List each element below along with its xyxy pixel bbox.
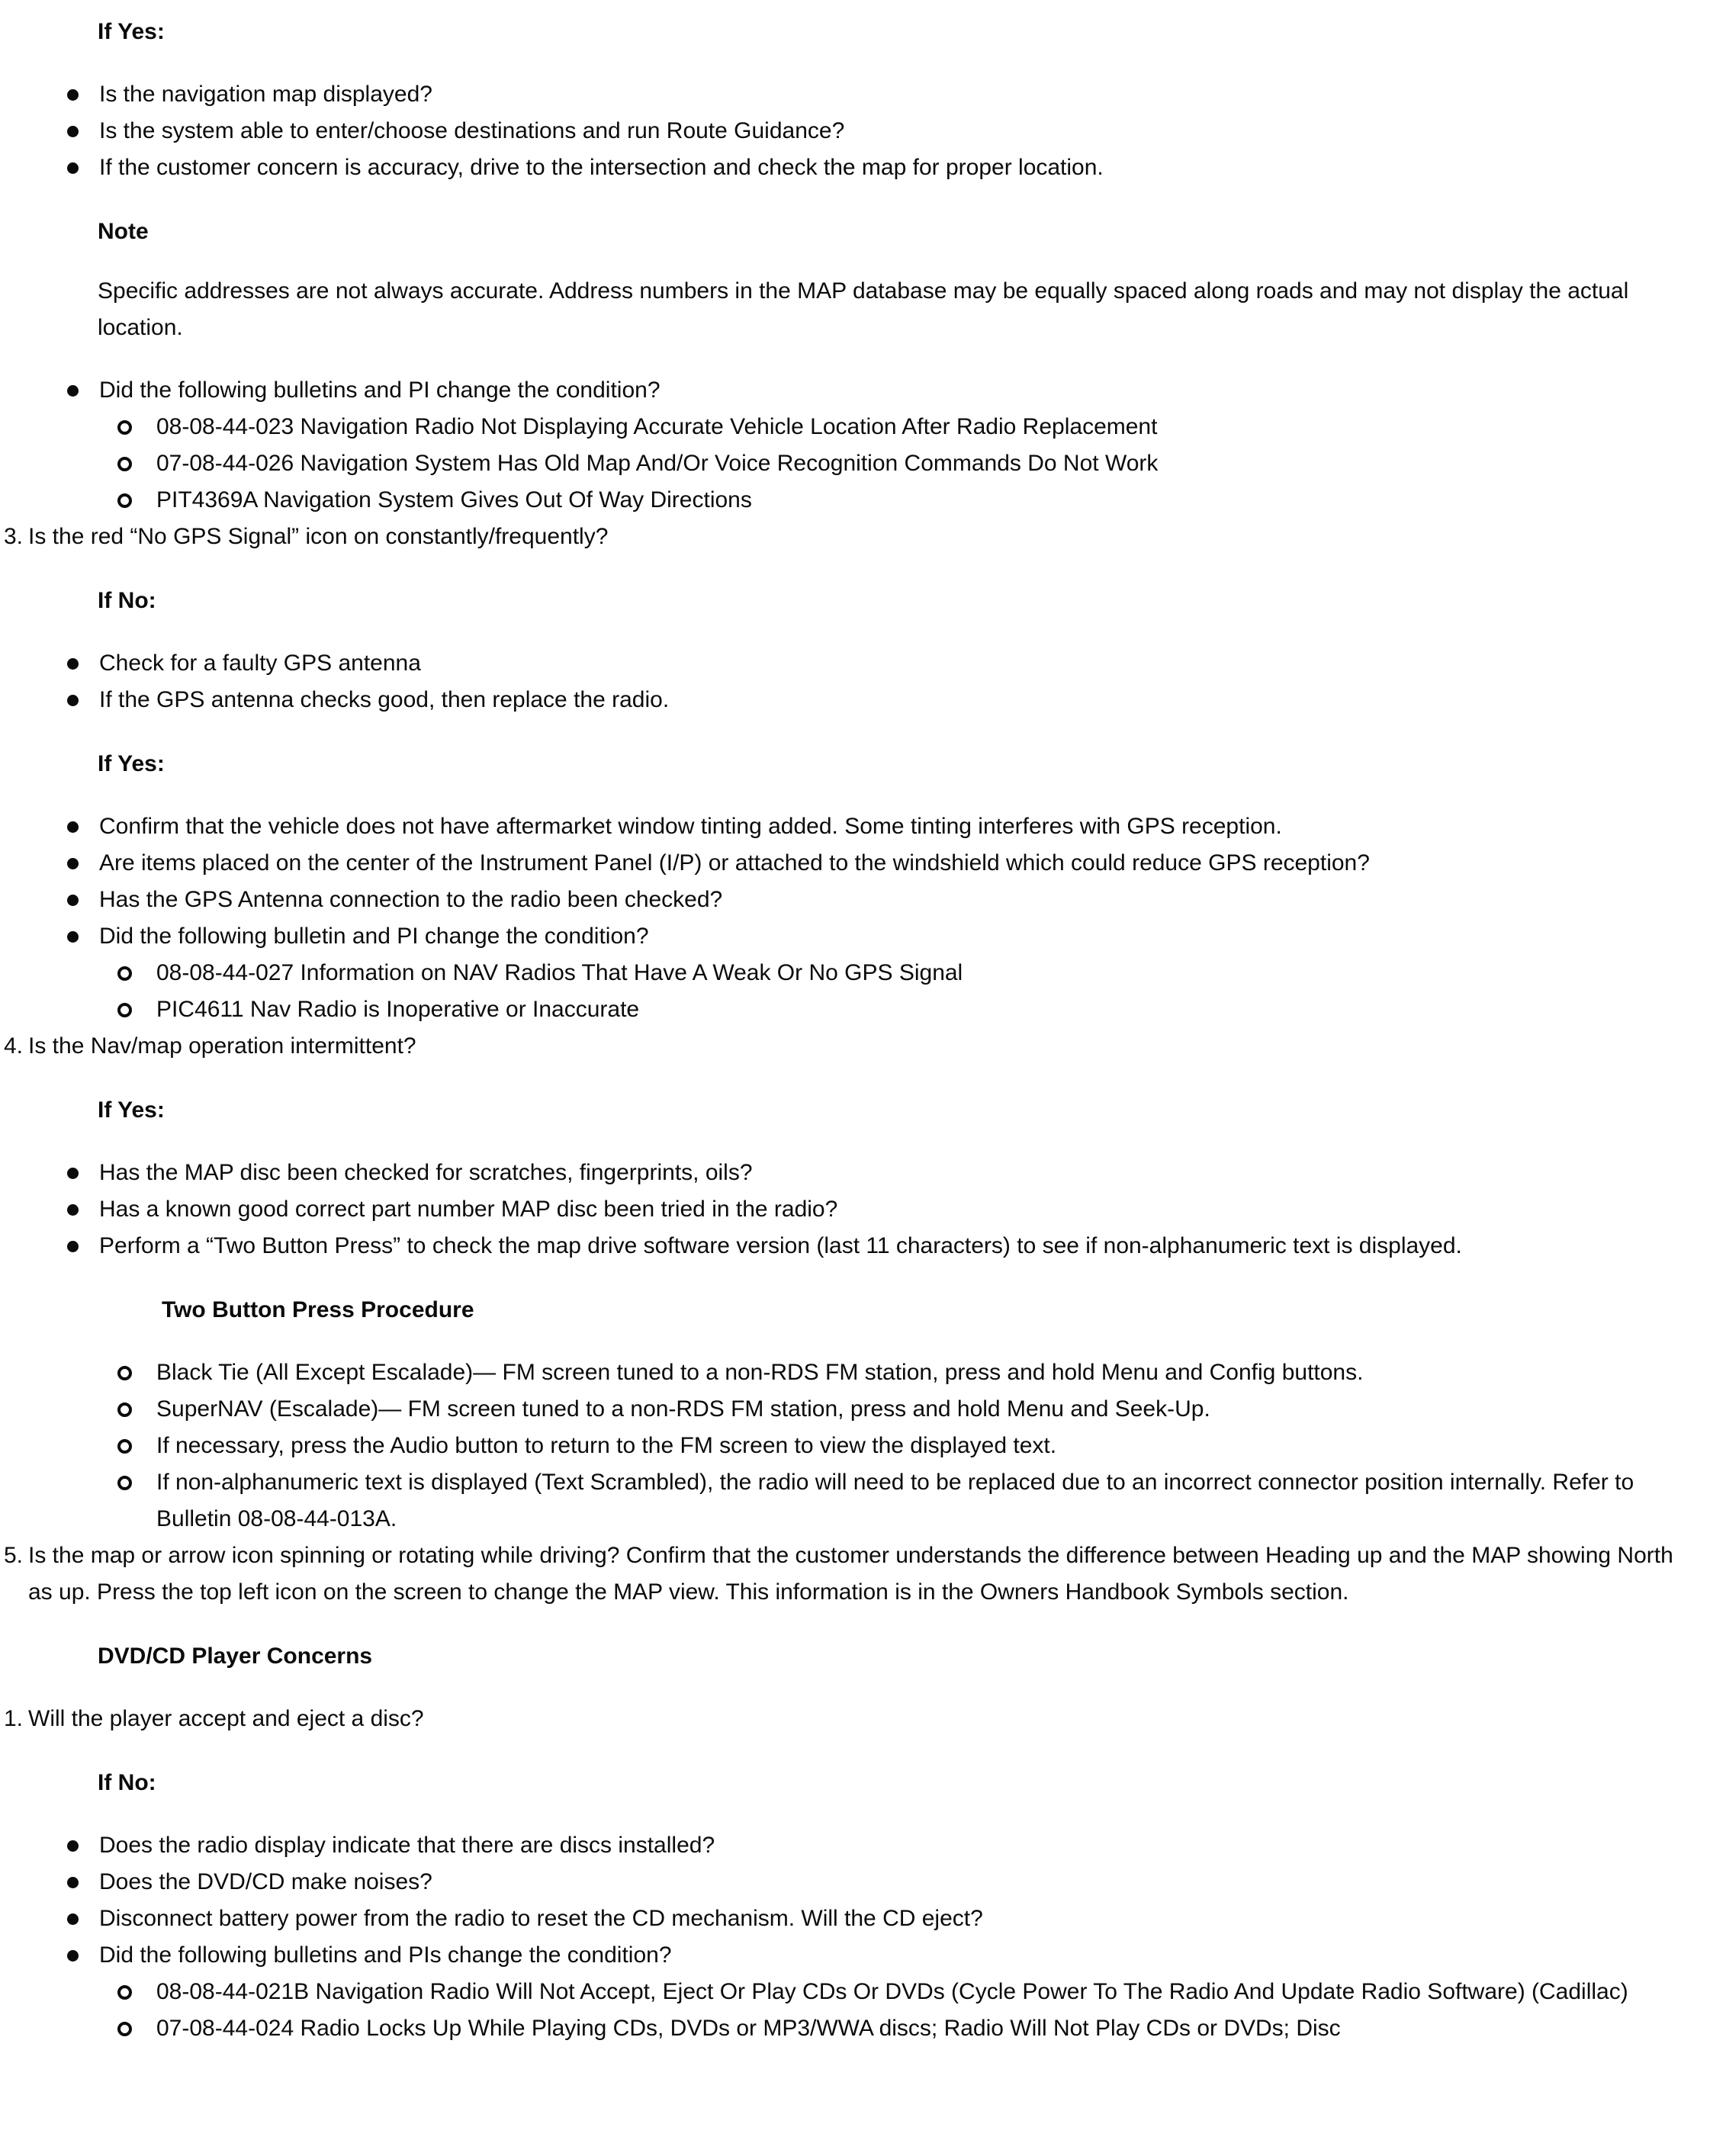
bullet-text: Perform a “Two Button Press” to check the map drive software version (last 11 characters) to see if non-alphanumeric text is displayed. <box>99 1233 1462 1258</box>
circle-icon <box>117 420 132 435</box>
circle-text: 08-08-44-027 Information on NAV Radios That Have A Weak Or No GPS Signal <box>156 960 963 985</box>
circle-text: If necessary, press the Audio button to return to the FM screen to view the displayed text. <box>156 1433 1057 1458</box>
circle-item <box>0 991 1726 1028</box>
bullet-icon <box>67 89 79 101</box>
bullet-text: Check for a faulty GPS antenna <box>99 651 421 676</box>
bullet-item <box>0 372 1726 409</box>
circle-icon <box>117 1439 132 1454</box>
item-number: 1. <box>4 1706 24 1731</box>
bullet-item <box>0 113 1726 149</box>
bullet-icon <box>67 858 79 869</box>
circle-text: If non-alphanumeric text is displayed (Text Scrambled), the radio will need to be replaced due to an incorrect connector position internally. Refer to Bulletin 08-08-44-013A. <box>156 1470 1634 1531</box>
bullet-icon <box>67 821 79 833</box>
bullet-icon <box>67 931 79 943</box>
bullet-text: Has a known good correct part number MAP disc been tried in the radio? <box>99 1197 838 1222</box>
bullet-item <box>0 918 1726 955</box>
numbered-item <box>0 1537 1726 1611</box>
circle-icon <box>117 966 132 981</box>
bullet-text: Has the MAP disc been checked for scratches, fingerprints, oils? <box>99 1160 753 1185</box>
bullet-item <box>0 1864 1726 1901</box>
circle-text: SuperNAV (Escalade)— FM screen tuned to a non-RDS FM station, press and hold Menu and Seek-Up. <box>156 1396 1210 1422</box>
bullet-icon <box>67 162 79 174</box>
bullet-icon <box>67 1950 79 1962</box>
circle-item <box>0 482 1726 519</box>
numbered-text: Will the player accept and eject a disc? <box>28 1706 424 1731</box>
numbered-text: Is the Nav/map operation intermittent? <box>28 1033 416 1059</box>
numbered-item <box>0 1701 1726 1737</box>
circle-text: 07-08-44-024 Radio Locks Up While Playing CDs, DVDs or MP3/WWA discs; Radio Will Not Play CDs or DVDs; Disc <box>156 2016 1341 2041</box>
bullet-icon <box>67 1204 79 1216</box>
bullet-text: If the GPS antenna checks good, then replace the radio. <box>99 687 670 712</box>
bullet-text: Did the following bulletins and PIs change the condition? <box>99 1942 672 1968</box>
circle-item <box>0 409 1726 445</box>
bullet-item <box>0 808 1726 845</box>
numbered-text: Is the red “No GPS Signal” icon on constantly/frequently? <box>28 524 609 549</box>
bullet-text: Did the following bulletin and PI change the condition? <box>99 924 649 949</box>
circle-icon <box>117 493 132 508</box>
bullet-item <box>0 76 1726 113</box>
bullet-item <box>0 1827 1726 1864</box>
item-number: 5. <box>4 1543 24 1568</box>
circle-icon <box>117 2022 132 2036</box>
bullet-icon <box>67 1913 79 1925</box>
bullet-text: Is the system able to enter/choose destinations and run Route Guidance? <box>99 118 845 143</box>
bullet-item <box>0 1937 1726 1974</box>
bullet-icon <box>67 1840 79 1852</box>
bullet-text: Does the radio display indicate that there are discs installed? <box>99 1833 715 1858</box>
numbered-item <box>0 519 1726 555</box>
bullet-icon <box>67 126 79 137</box>
bullet-item <box>0 1155 1726 1191</box>
note-paragraph: Specific addresses are not always accurate. Address numbers in the MAP database may be equally spaced along roads and may not display the actual location. <box>98 278 1629 340</box>
circle-icon <box>117 457 132 471</box>
section-heading: If No: <box>98 588 156 613</box>
bullet-item <box>0 1228 1726 1264</box>
circle-item <box>0 1428 1726 1464</box>
bullet-text: Are items placed on the center of the Instrument Panel (I/P) or attached to the windshield which could reduce GPS reception? <box>99 850 1370 876</box>
section-heading: DVD/CD Player Concerns <box>98 1644 373 1669</box>
circle-text: PIT4369A Navigation System Gives Out Of Way Directions <box>156 487 752 512</box>
section-heading: If Yes: <box>98 1097 165 1123</box>
item-number: 3. <box>4 524 24 549</box>
numbered-item <box>0 1028 1726 1065</box>
numbered-text: Is the map or arrow icon spinning or rotating while driving? Confirm that the customer understands the difference between Heading up and the MAP showing North as up. Press the top left icon on the screen to change the MAP view. This information is in the Owners Handbook Symbols section. <box>28 1543 1673 1605</box>
circle-text: 07-08-44-026 Navigation System Has Old Map And/Or Voice Recognition Commands Do Not Work <box>156 451 1159 476</box>
bullet-icon <box>67 385 79 397</box>
circle-item <box>0 1391 1726 1428</box>
section-heading: If Yes: <box>98 19 165 44</box>
bullet-icon <box>67 1241 79 1252</box>
bullet-icon <box>67 658 79 670</box>
circle-icon <box>117 1476 132 1490</box>
section-heading: If Yes: <box>98 751 165 776</box>
bullet-item <box>0 1901 1726 1937</box>
bullet-item <box>0 1191 1726 1228</box>
circle-icon <box>117 1985 132 2000</box>
item-number: 4. <box>4 1033 24 1059</box>
bullet-item <box>0 149 1726 186</box>
circle-item <box>0 1354 1726 1391</box>
circle-text: 08-08-44-021B Navigation Radio Will Not Accept, Eject Or Play CDs Or DVDs (Cycle Power To The Radio And Update Radio Software) (Cadillac) <box>156 1979 1628 2004</box>
circle-icon <box>117 1403 132 1417</box>
circle-item <box>0 955 1726 991</box>
bullet-item <box>0 682 1726 718</box>
bullet-text: Confirm that the vehicle does not have aftermarket window tinting added. Some tinting interferes with GPS reception. <box>99 814 1282 839</box>
bullet-text: Disconnect battery power from the radio to reset the CD mechanism. Will the CD eject? <box>99 1906 983 1931</box>
circle-item <box>0 445 1726 482</box>
circle-item <box>0 1464 1726 1537</box>
bullet-text: Did the following bulletins and PI change the condition? <box>99 378 661 403</box>
section-heading: Note <box>98 219 149 244</box>
bullet-icon <box>67 895 79 906</box>
circle-text: PIC4611 Nav Radio is Inoperative or Inaccurate <box>156 997 640 1022</box>
bullet-item <box>0 645 1726 682</box>
bullet-text: Has the GPS Antenna connection to the radio been checked? <box>99 887 723 912</box>
circle-icon <box>117 1003 132 1017</box>
bullet-icon <box>67 695 79 706</box>
bullet-icon <box>67 1877 79 1888</box>
bullet-text: Does the DVD/CD make noises? <box>99 1869 432 1894</box>
section-heading: If No: <box>98 1770 156 1795</box>
circle-item <box>0 1974 1726 2010</box>
bullet-text: If the customer concern is accuracy, drive to the intersection and check the map for proper location. <box>99 155 1104 180</box>
circle-icon <box>117 1366 132 1380</box>
circle-text: Black Tie (All Except Escalade)— FM screen tuned to a non-RDS FM station, press and hold Menu and Config buttons. <box>156 1360 1364 1385</box>
circle-text: 08-08-44-023 Navigation Radio Not Displaying Accurate Vehicle Location After Radio Replacement <box>156 414 1158 439</box>
bullet-icon <box>67 1168 79 1179</box>
circle-item <box>0 2010 1726 2047</box>
bullet-text: Is the navigation map displayed? <box>99 82 432 107</box>
bullet-item <box>0 882 1726 918</box>
bullet-item <box>0 845 1726 882</box>
procedure-heading: Two Button Press Procedure <box>162 1297 474 1322</box>
